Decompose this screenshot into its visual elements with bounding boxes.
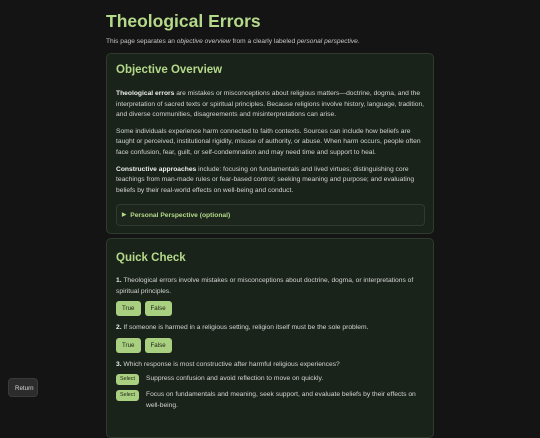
question-2-answers: [116, 338, 425, 353]
question-3-text: 3. Which response is most constructive after harmful religious experiences?: [116, 360, 340, 368]
objective-overview-card: [106, 53, 434, 234]
q2-true-button[interactable]: True: [116, 338, 141, 353]
page-title: Theological Errors: [106, 11, 261, 31]
page-subtitle: This page separates an objective overview from a clearly labeled personal perspective.: [106, 38, 360, 45]
question-1-answers: [116, 301, 425, 316]
question-3: [116, 360, 425, 412]
overview-paragraph-1: Theological errors are mistakes or misconceptions about religious matters—doctrine, dogma, and the interpretation of sacred texts or spiritual principles. Because religions involve history, language, tradition, and diverse communities, disagreements and misinterpretations can arise.: [116, 90, 425, 119]
question-3-option-2: [116, 390, 425, 411]
q1-false-button[interactable]: False: [145, 301, 172, 316]
quiz-heading: Quick Check: [116, 252, 186, 264]
main-content: [106, 0, 434, 438]
q3-option-2-text: Focus on fundamentals and meaning, seek support, and evaluate beliefs by their effects on well-being.: [145, 391, 416, 409]
overview-paragraph-2: Some individuals experience harm connected to faith contexts. Sources can include how beliefs are taught or perceived, institutional rigidity, misuse of authority, or abuse. When harm occurs, people often face confusion, fear, guilt, or self-condemnation and may need time and support to heal.: [116, 127, 421, 156]
triangle-right-icon: ▶: [122, 212, 127, 219]
personal-perspective-label: Personal Perspective (optional): [130, 211, 231, 219]
quick-check-card: [106, 238, 434, 438]
q3-option-1-text: Suppress confusion and avoid reflection to move on quickly.: [145, 375, 324, 383]
question-2: [116, 323, 425, 353]
q3-option-2-select-button[interactable]: Select: [116, 390, 139, 401]
personal-perspective-toggle[interactable]: [116, 204, 425, 226]
question-1-text: 1. Theological errors involve mistakes or misconceptions about doctrine, dogma, or interpretations of spiritual principles.: [116, 277, 414, 295]
q2-false-button[interactable]: False: [145, 338, 172, 353]
question-2-text: 2. If someone is harmed in a religious setting, religion itself must be the sole problem.: [116, 324, 369, 332]
return-button[interactable]: Return: [8, 378, 38, 397]
q3-option-1-select-button[interactable]: Select: [116, 374, 139, 385]
question-3-option-1: [116, 374, 425, 385]
overview-heading: Objective Overview: [116, 64, 223, 76]
q1-true-button[interactable]: True: [116, 301, 141, 316]
overview-paragraph-3: Constructive approaches include: focusing on fundamentals and lived virtues; distinguishing core teachings from man-made rules or fear-based control; seeking meaning and purpose; and evaluating beliefs by their real-world effects on well-being and conduct.: [116, 165, 415, 194]
question-1: [116, 276, 425, 316]
